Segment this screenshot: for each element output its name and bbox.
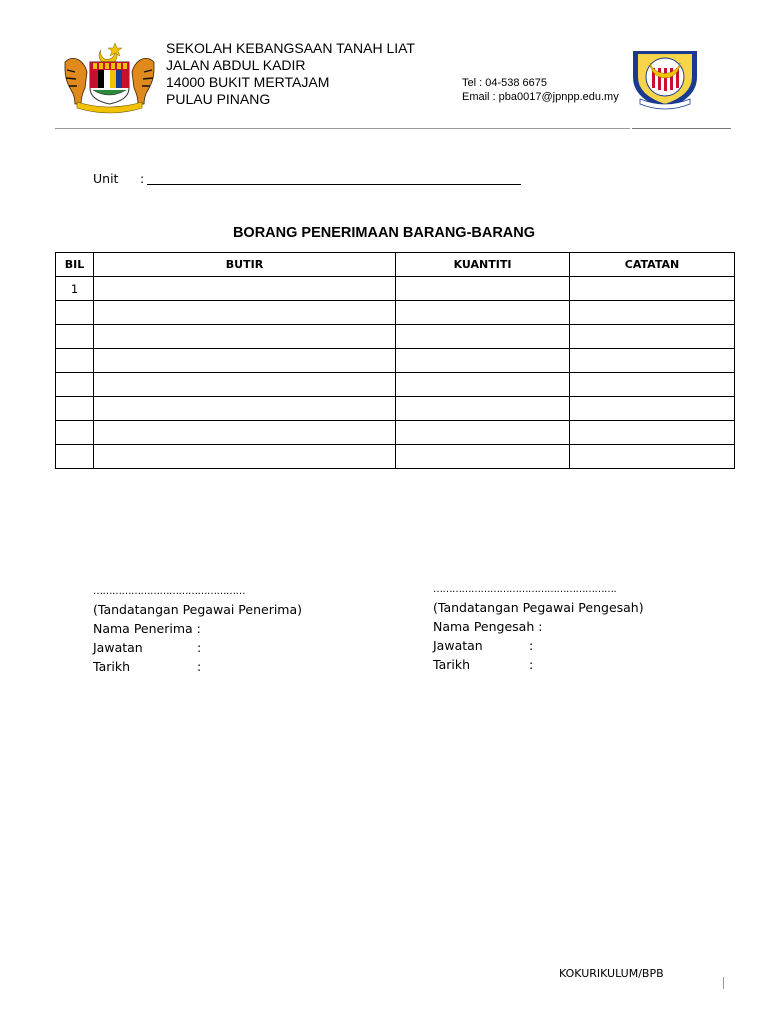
cell-butir[interactable] <box>94 397 396 421</box>
column-header-catatan: CATATAN <box>570 253 735 277</box>
signature-line-verifier[interactable]: …………………………………………………. <box>433 584 617 595</box>
unit-label: Unit <box>93 171 119 186</box>
cell-butir[interactable] <box>94 277 396 301</box>
cell-butir[interactable] <box>94 445 396 469</box>
page-edge-marker <box>723 977 724 989</box>
cell-catatan[interactable] <box>570 397 735 421</box>
cell-bil[interactable] <box>56 325 94 349</box>
malaysia-coat-of-arms-logo <box>57 40 162 114</box>
cell-kuantiti[interactable] <box>396 325 570 349</box>
cell-bil[interactable] <box>56 349 94 373</box>
form-title: BORANG PENERIMAAN BARANG-BARANG <box>232 225 536 241</box>
cell-kuantiti[interactable] <box>396 445 570 469</box>
signature-caption-verifier: (Tandatangan Pegawai Pengesah) <box>433 600 644 615</box>
receiver-position-label: Jawatan <box>93 640 143 655</box>
school-address <box>166 40 415 108</box>
school-contact <box>462 76 619 104</box>
cell-catatan[interactable] <box>570 349 735 373</box>
cell-kuantiti[interactable] <box>396 397 570 421</box>
receiver-date-label: Tarikh <box>93 659 130 674</box>
table-header-row <box>56 253 735 277</box>
verifier-date-colon: : <box>529 657 534 672</box>
cell-kuantiti[interactable] <box>396 373 570 397</box>
school-state: PULAU PINANG <box>166 91 271 107</box>
verifier-date-row <box>433 655 693 674</box>
receiver-date-row <box>93 657 353 676</box>
school-phone: Tel : 04-538 6675 <box>462 77 548 89</box>
verifier-position-label: Jawatan <box>433 638 483 653</box>
column-header-butir: BUTIR <box>94 253 396 277</box>
cell-kuantiti[interactable] <box>396 277 570 301</box>
cell-kuantiti[interactable] <box>396 301 570 325</box>
cell-catatan[interactable] <box>570 301 735 325</box>
malaysia-coat-of-arms-icon <box>57 40 162 114</box>
school-postcode-city: 14000 BUKIT MERTAJAM <box>166 74 330 90</box>
items-table <box>55 252 735 469</box>
receiver-name-label: Nama Penerima : <box>93 621 201 636</box>
cell-butir[interactable] <box>94 421 396 445</box>
school-street: JALAN ABDUL KADIR <box>166 57 306 73</box>
cell-catatan[interactable] <box>570 445 735 469</box>
receiver-position-row <box>93 638 353 657</box>
cell-catatan[interactable] <box>570 373 735 397</box>
signature-line-receiver[interactable]: ………………………………………… <box>93 586 245 597</box>
cell-bil[interactable] <box>56 421 94 445</box>
header-divider <box>55 128 630 129</box>
cell-bil[interactable] <box>56 373 94 397</box>
cell-catatan[interactable] <box>570 421 735 445</box>
school-crest-icon <box>628 41 702 111</box>
signature-block-receiver <box>93 586 353 676</box>
table-row <box>56 421 735 445</box>
signature-block-verifier <box>433 584 693 674</box>
cell-butir[interactable] <box>94 325 396 349</box>
table-row <box>56 373 735 397</box>
table-row <box>56 397 735 421</box>
cell-bil[interactable] <box>56 397 94 421</box>
footer-document-code: KOKURIKULUM/BPB <box>559 967 664 980</box>
table-row <box>56 445 735 469</box>
cell-catatan[interactable] <box>570 325 735 349</box>
school-email: Email : pba0017@jpnpp.edu.my <box>462 91 619 103</box>
column-header-bil: BIL <box>56 253 94 277</box>
cell-bil[interactable]: 1 <box>56 277 94 301</box>
verifier-position-colon: : <box>529 638 534 653</box>
cell-butir[interactable] <box>94 301 396 325</box>
unit-input-line[interactable] <box>147 184 521 185</box>
school-name: SEKOLAH KEBANGSAAN TANAH LIAT <box>166 40 415 56</box>
school-crest-logo <box>628 41 702 111</box>
unit-colon: : <box>140 171 145 186</box>
cell-catatan[interactable] <box>570 277 735 301</box>
verifier-position-row <box>433 636 693 655</box>
cell-butir[interactable] <box>94 373 396 397</box>
cell-butir[interactable] <box>94 349 396 373</box>
table-row <box>56 301 735 325</box>
cell-bil[interactable] <box>56 445 94 469</box>
table-row <box>56 325 735 349</box>
column-header-kuantiti: KUANTITI <box>396 253 570 277</box>
receiver-position-colon: : <box>197 640 202 655</box>
receiver-date-colon: : <box>197 659 202 674</box>
cell-bil[interactable] <box>56 301 94 325</box>
signature-caption-receiver: (Tandatangan Pegawai Penerima) <box>93 602 303 617</box>
table-row <box>56 349 735 373</box>
cell-kuantiti[interactable] <box>396 421 570 445</box>
verifier-date-label: Tarikh <box>433 657 470 672</box>
table-row <box>56 277 735 301</box>
header-divider-right <box>632 128 731 129</box>
verifier-name-label: Nama Pengesah : <box>433 619 543 634</box>
cell-kuantiti[interactable] <box>396 349 570 373</box>
